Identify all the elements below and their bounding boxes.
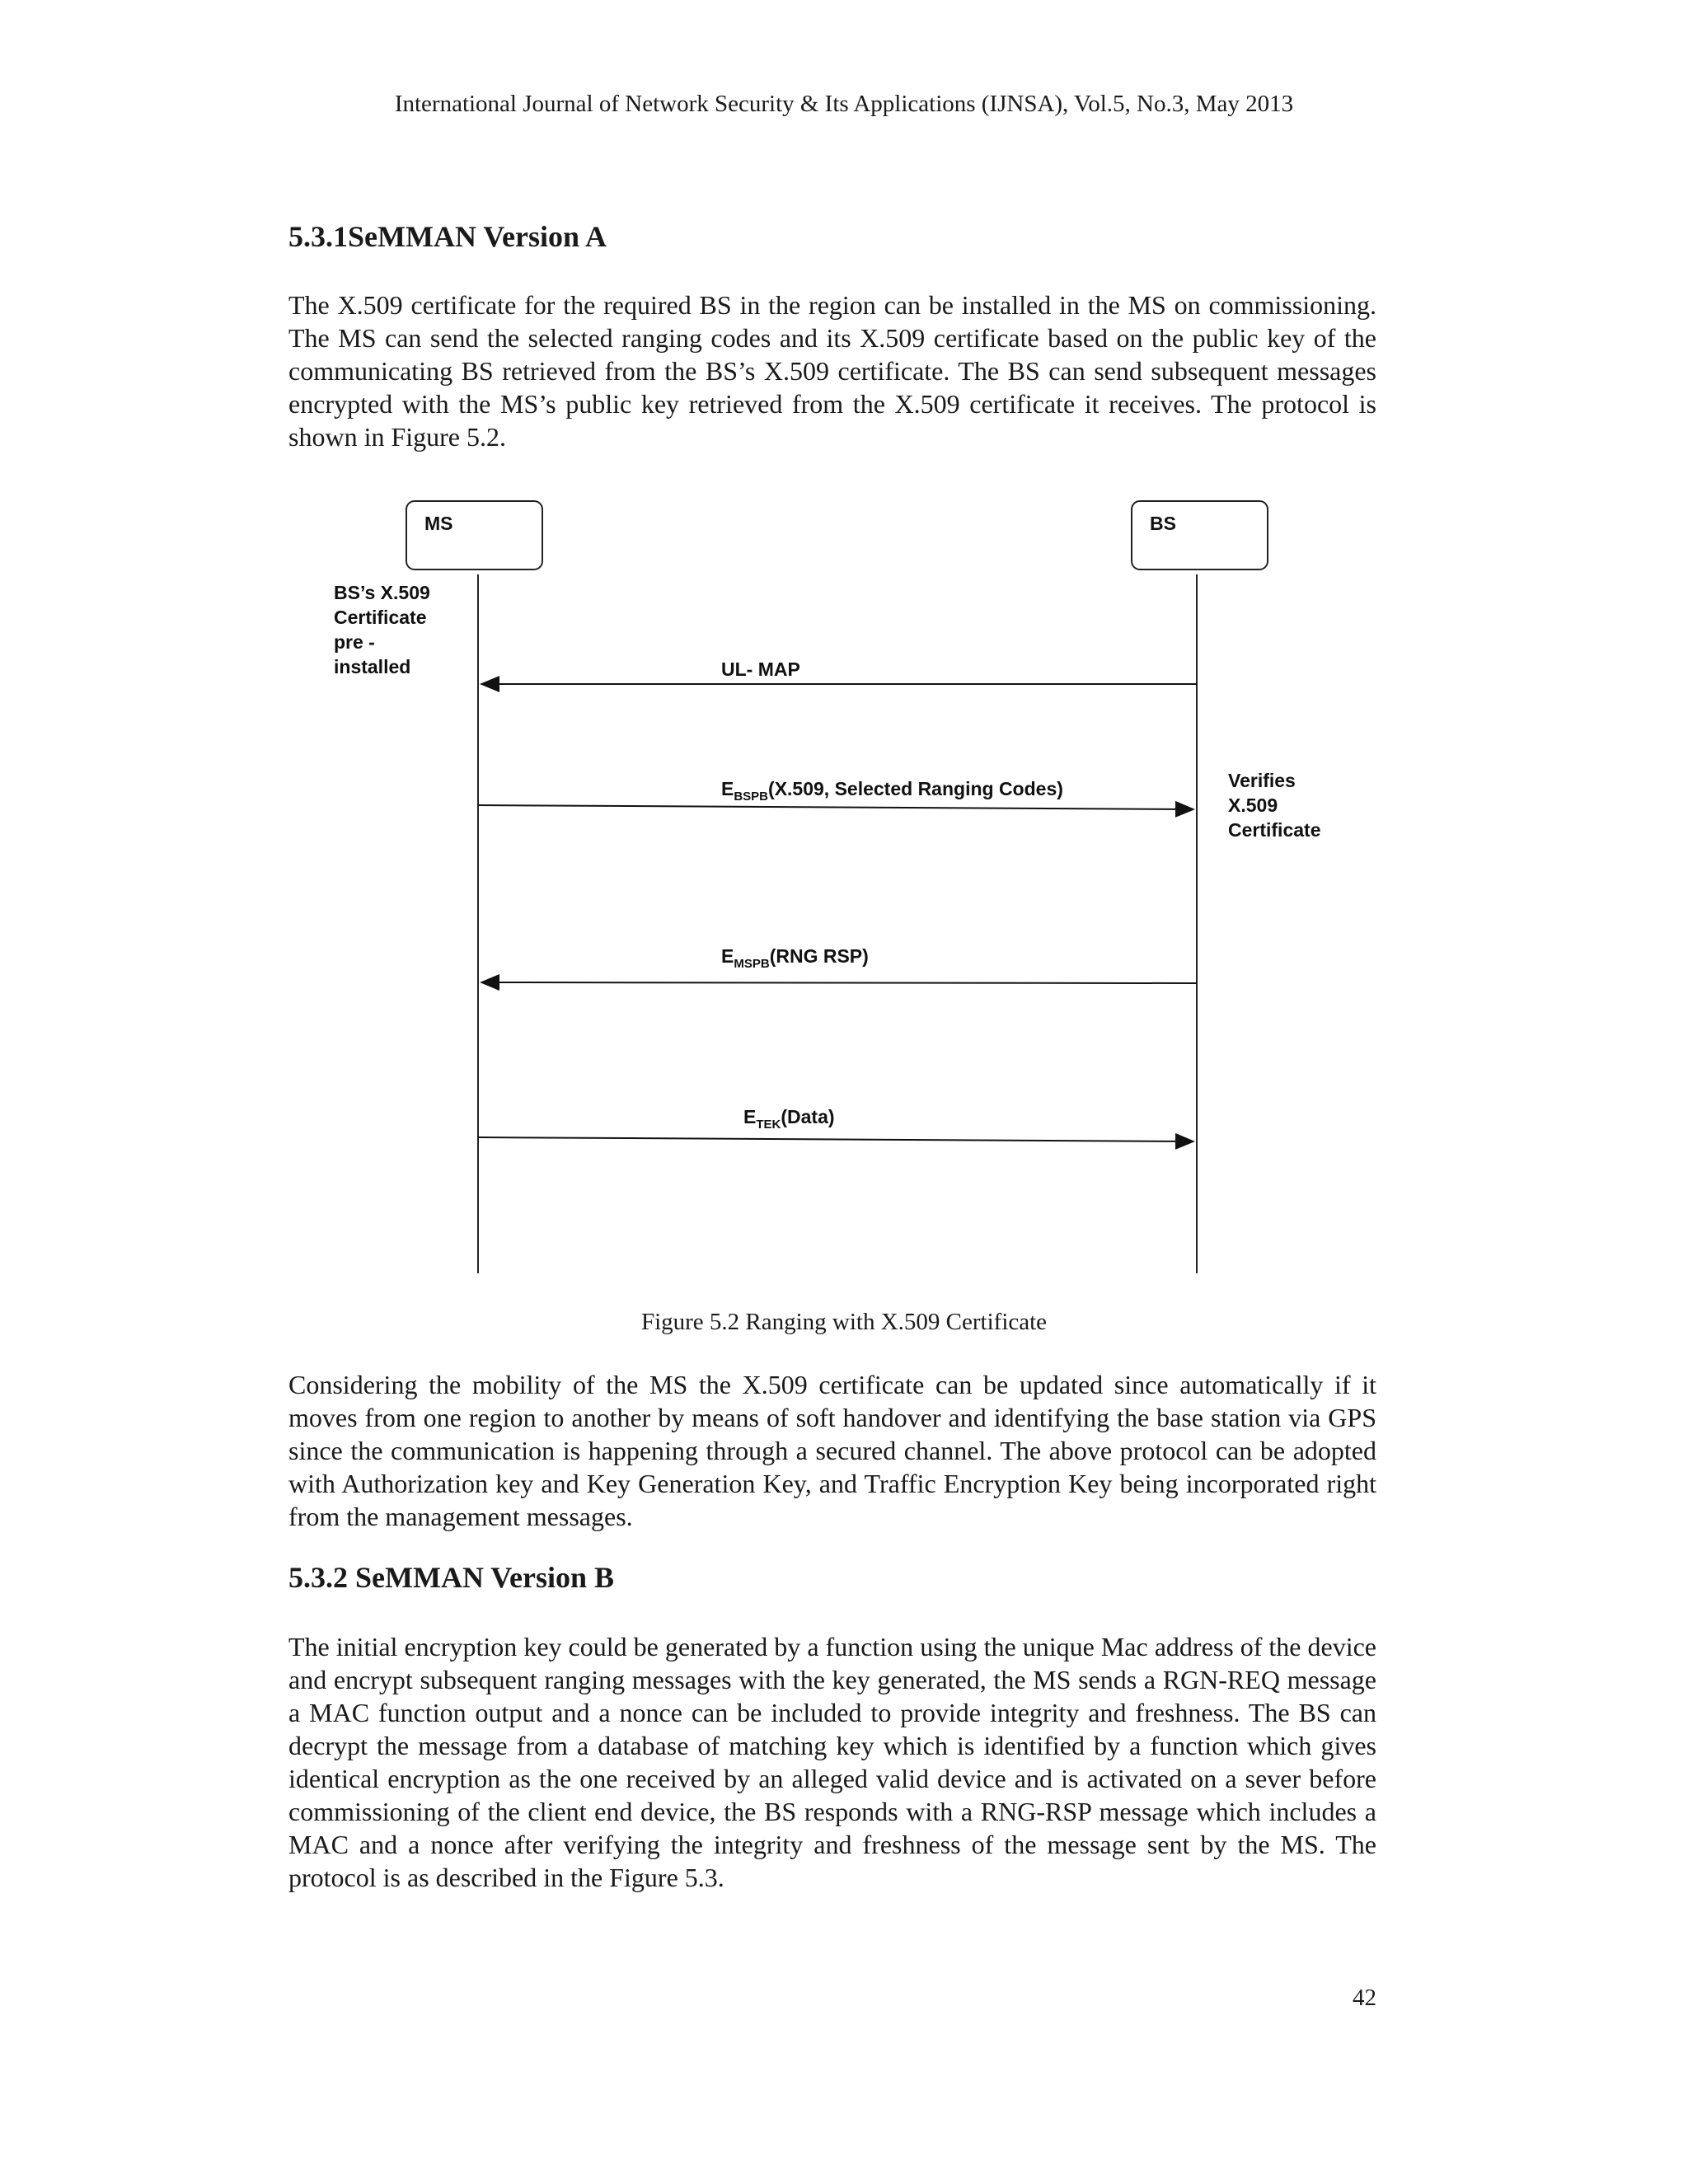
ms-note-line: installed [334,656,411,677]
paragraph-b: The initial encryption key could be generated by a function using the unique Mac address of the device and encrypt subsequent ranging messages with the key generated, the MS sends a RGN-REQ message a MAC function output and a nonce can be included to provide integrity and freshness. The BS can decrypt the message from a database of matching key which is identified by a function which gives identical encryption as the one received by an alleged valid device and is activated on a sever before commissioning of the client end device, the BS responds with a RNG-RSP message which includes a MAC and a nonce after verifying the integrity and freshness of the message sent by the MS. The protocol is as described in the Figure 5.3. [288,1632,1376,1892]
bs-entity [1132,501,1268,569]
page-number: 42 [1353,1985,1376,2011]
bs-label: BS [1150,513,1176,534]
paragraph-after-figure: Considering the mobility of the MS the X.509 certificate can be updated since automatically if it moves from one region to another by means of soft handover and identifying the base station via GPS since the communication is happening through a secured channel. The above protocol can be adopted with Authorization key and Key Generation Key, and Traffic Encryption Key being incorporated right from the management messages. [288,1370,1376,1531]
paragraph-a: The X.509 certificate for the required BS in the region can be installed in the MS on commissioning. The MS can send the selected ranging codes and its X.509 certificate based on the public key of the communicating BS retrieved from the BS’s X.509 certificate. The BS can send subsequent messages encrypted with the MS’s public key retrieved from the X.509 certificate it receives. The protocol is shown in Figure 5.2. [288,290,1376,452]
message-label: $E_{BSPB}(X.509$, Selected Ranging Codes) [721,778,1063,804]
ms-note-line: BS’s X.509 [334,582,430,603]
ms-entity [406,501,542,569]
bs-note-line: Verifies [1228,770,1296,791]
message-label: $E_{TEK}(Data)$ [743,1106,835,1132]
message-bspb [478,778,1193,809]
ms-precondition-note [334,582,430,677]
message-tek [478,1106,1193,1141]
journal-header: International Journal of Network Security & Its Applications (IJNSA), Vol.5, No.3, May 2013 [394,91,1294,117]
message-label: UL- MAP [721,658,800,680]
bs-note-line: X.509 [1228,794,1278,816]
ms-note-line: pre - [334,631,375,653]
ms-note-line: Certificate [334,607,427,628]
message-ul-map [481,658,1197,684]
bs-verify-note [1228,770,1320,841]
ms-label: MS [424,513,453,534]
sequence-diagram [313,499,1368,1298]
section-heading-a: 5.3.1SeMMAN Version A [288,220,607,253]
figure-caption: Figure 5.2 Ranging with X.509 Certificate [640,1309,1048,1335]
bs-note-line: Certificate [1228,819,1321,841]
section-heading-b: 5.3.2 SeMMAN Version B [288,1561,614,1594]
message-label: $E_{MSPB}(RNG$ RSP) [721,945,869,971]
message-mspb [481,945,1197,983]
